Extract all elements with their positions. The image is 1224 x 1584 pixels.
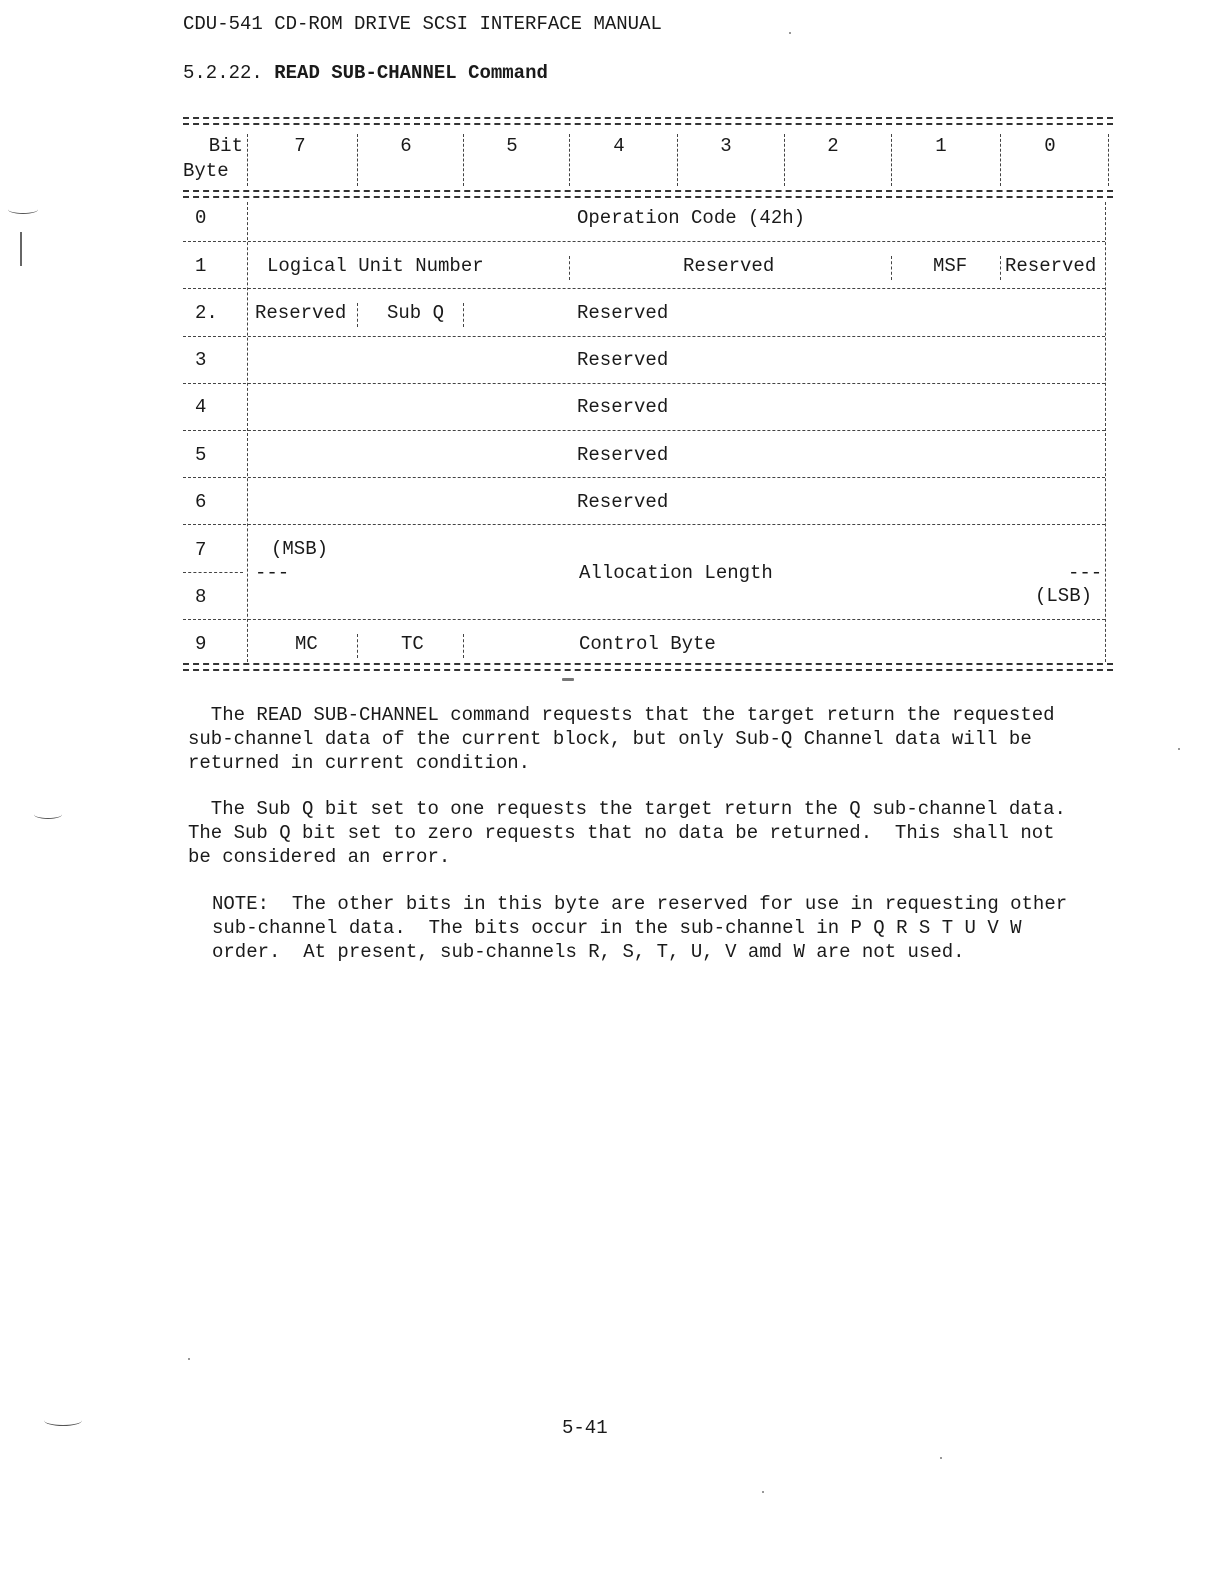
scan-artifact (20, 232, 22, 266)
header-divider (891, 134, 892, 186)
lsb-marker: (LSB) (1035, 585, 1093, 607)
msf-bit-field: MSF (933, 255, 968, 277)
bit-0-header: 0 (1044, 135, 1056, 157)
description-paragraph (188, 703, 1055, 775)
header-divider (463, 134, 464, 186)
row-separator (183, 288, 1105, 289)
allocation-length-field: Allocation Length (579, 562, 773, 584)
header-divider (784, 134, 785, 186)
byte-8-label: 8 (195, 586, 207, 608)
row-separator (183, 336, 1105, 337)
logical-unit-number-field: Logical Unit Number (267, 255, 484, 277)
byte-6-reserved-field: Reserved (577, 491, 669, 513)
header-bottom-rule-2 (183, 196, 1113, 198)
byte-6-label: 6 (195, 491, 207, 513)
msb-marker: (MSB) (271, 538, 329, 560)
note-line: sub-channel data. The bits occur in the sub-channel in P Q R S T U V W (212, 917, 1022, 939)
tc-bit-field: TC (401, 633, 424, 655)
bit-3-header: 3 (720, 135, 732, 157)
byte-label: Byte (183, 160, 229, 182)
row-separator-partial (183, 572, 243, 573)
bit-7-header: 7 (294, 135, 306, 157)
byte-2-bit7-reserved-field: Reserved (255, 302, 347, 324)
manual-title: CDU-541 CD-ROM DRIVE SCSI INTERFACE MANUAL (183, 13, 662, 35)
table-bottom-rule-2 (183, 669, 1113, 671)
note-paragraph (212, 892, 1067, 964)
row-separator (183, 241, 1105, 242)
byte-2-reserved-field: Reserved (577, 302, 669, 324)
scan-artifact (34, 810, 62, 819)
sub-q-bit-field: Sub Q (387, 302, 445, 324)
byte-1-reserved-field: Reserved (683, 255, 775, 277)
scan-artifact (188, 1358, 190, 1360)
byte-column-divider (247, 202, 248, 662)
field-divider (891, 256, 892, 280)
field-divider (463, 303, 464, 327)
header-bottom-rule (183, 190, 1113, 192)
control-byte-field: Control Byte (579, 633, 716, 655)
bit-4-header: 4 (613, 135, 625, 157)
header-divider (677, 134, 678, 186)
scan-artifact (940, 1457, 942, 1459)
scan-artifact (762, 1491, 764, 1493)
scan-artifact (8, 205, 38, 214)
row-separator (183, 383, 1105, 384)
paragraph-line: be considered an error. (188, 846, 451, 868)
field-divider (357, 303, 358, 327)
byte-4-reserved-field: Reserved (577, 396, 669, 418)
mc-bit-field: MC (295, 633, 318, 655)
allocation-length-dash-left: --- (255, 562, 290, 584)
header-divider (357, 134, 358, 186)
row-separator (183, 524, 1105, 525)
byte-0-label: 0 (195, 207, 207, 229)
byte-2-label: 2. (195, 302, 218, 324)
byte-3-reserved-field: Reserved (577, 349, 669, 371)
header-divider (1000, 134, 1001, 186)
bit-6-header: 6 (400, 135, 412, 157)
byte-1-label: 1 (195, 255, 207, 277)
bit-label: Bit (208, 135, 243, 157)
section-title: READ SUB-CHANNEL Command (274, 62, 548, 84)
byte-9-label: 9 (195, 633, 207, 655)
scan-artifact (562, 678, 574, 681)
paragraph-line: sub-channel data of the current block, but only Sub-Q Channel data will be (188, 728, 1032, 750)
paragraph-line: The READ SUB-CHANNEL command requests that the target return the requested (188, 704, 1055, 726)
header-divider (247, 134, 248, 186)
bit-1-header: 1 (935, 135, 947, 157)
note-line: NOTE: The other bits in this byte are reserved for use in requesting other (212, 893, 1068, 915)
row-separator (183, 430, 1105, 431)
operation-code-field: Operation Code (42h) (577, 207, 806, 229)
page-number: 5-41 (562, 1417, 608, 1439)
header-divider (569, 134, 570, 186)
byte-5-reserved-field: Reserved (577, 444, 669, 466)
command-descriptor-table (183, 112, 1113, 682)
allocation-length-dash-right: --- (1068, 562, 1103, 584)
byte-3-label: 3 (195, 349, 207, 371)
byte-7-label: 7 (195, 539, 207, 561)
bit-2-header: 2 (827, 135, 839, 157)
table-right-border (1105, 202, 1106, 662)
section-number: 5.2.22. (183, 62, 263, 84)
field-divider (463, 634, 464, 658)
scan-artifact (1178, 748, 1180, 750)
note-line: order. At present, sub-channels R, S, T, U, V amd W are not used. (212, 941, 965, 963)
byte-1-bit0-reserved-field: Reserved (1005, 255, 1097, 277)
header-divider (1108, 134, 1109, 186)
field-divider (569, 256, 570, 280)
scan-artifact (789, 32, 791, 34)
table-top-rule (183, 117, 1113, 119)
section-heading (183, 61, 548, 85)
bit-5-header: 5 (506, 135, 518, 157)
paragraph-line: The Sub Q bit set to one requests the target return the Q sub-channel data. (188, 798, 1066, 820)
sub-q-paragraph (188, 797, 1066, 869)
table-top-rule-2 (183, 123, 1113, 125)
field-divider (357, 634, 358, 658)
table-bottom-rule (183, 663, 1113, 665)
field-divider (1000, 256, 1001, 280)
paragraph-line: The Sub Q bit set to zero requests that no data be returned. This shall not (188, 822, 1055, 844)
scan-artifact (44, 1415, 82, 1426)
row-separator (183, 619, 1105, 620)
row-separator (183, 477, 1105, 478)
paragraph-line: returned in current condition. (188, 752, 531, 774)
byte-5-label: 5 (195, 444, 207, 466)
byte-4-label: 4 (195, 396, 207, 418)
